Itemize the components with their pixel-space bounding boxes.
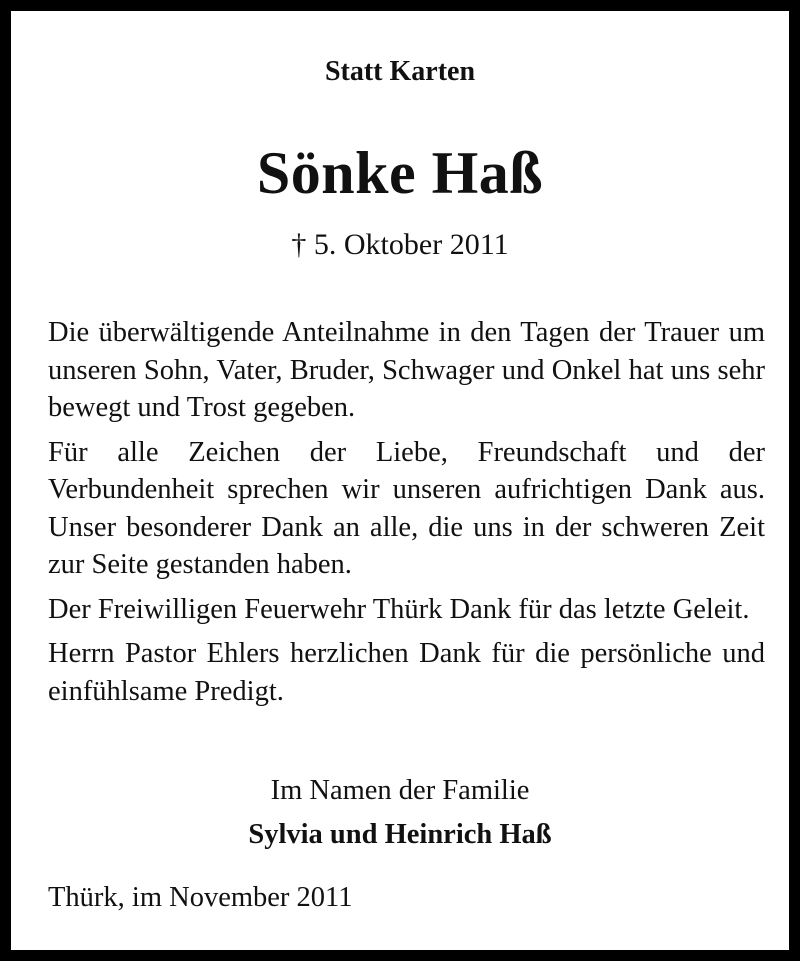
notice-header: Statt Karten xyxy=(324,56,476,87)
deceased-name: Sönke Haß xyxy=(256,140,544,206)
paragraph-gratitude: Für alle Zeichen der Liebe, Freundschaft und der Verbundenheit sprechen wir unseren aufrichtigen Dank aus. Unser besonderer Dank an alle, die uns in der schweren Zeit zur Seite gestanden haben. xyxy=(48,436,765,580)
closing-intro: Im Namen der Familie xyxy=(270,775,530,806)
paragraph-condolences: Die überwältigende Anteilnahme in den Tagen der Trauer um unseren Sohn, Vater, Bruder, Schwager und Onkel hat uns sehr bewegt und Trost gegeben. xyxy=(48,317,765,423)
closing-block xyxy=(11,769,789,857)
paragraph-fire-brigade: Der Freiwilligen Feuerwehr Thürk Dank für das letzte Geleit. xyxy=(48,593,750,625)
thanks-body xyxy=(48,314,765,717)
death-date-line: † 5. Oktober 2011 xyxy=(291,228,509,261)
paragraph-pastor: Herrn Pastor Ehlers herzlichen Dank für die persönliche und einfühlsame Predigt. xyxy=(48,638,765,707)
closing-signers: Sylvia und Heinrich Haß xyxy=(248,819,552,850)
place-date: Thürk, im November 2011 xyxy=(48,882,353,913)
